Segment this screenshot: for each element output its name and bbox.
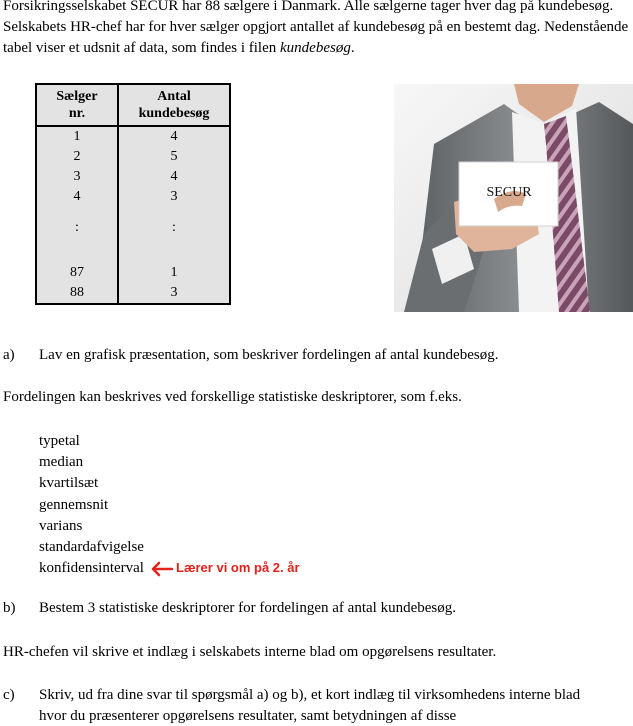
header-visits-line2: kundebesøg — [138, 106, 210, 121]
list-item: median — [39, 454, 84, 471]
table-row — [36, 215, 230, 241]
question-a-text: Lav en grafisk præsentation, som beskriver fordelingen af antal kundebesøg. — [39, 347, 499, 363]
table-row — [36, 187, 230, 207]
list-item: typetal — [39, 433, 80, 449]
header-seller — [36, 84, 118, 126]
intro-end: . — [350, 40, 355, 56]
table-gap-row — [36, 241, 230, 263]
cell-visits: 5 — [170, 149, 178, 164]
cell-visits: 1 — [170, 265, 178, 280]
table-row — [36, 126, 230, 147]
gap-cell — [118, 207, 230, 215]
descriptor-intro: Fordelingen kan beskrives ved forskellige statistiske deskriptorer, som f.eks. — [3, 389, 462, 405]
list-item: kvartilsæt — [39, 475, 99, 492]
question-c-line2: hvor du præsenterer opgørelsens resultater, samt betydningen af disse — [39, 708, 457, 724]
intro-text: Forsikringsselskabet SECUR har 88 sælgere i Danmark. Alle sælgerne tager hver dag på kundebesøg. Selskabets HR-chef har for hver sælger opgjort antallet af kundebesøg på en bestemt dag. Nedenstående tabel viser et udsnit af data, som findes i filen — [3, 0, 629, 56]
cell-seller: 3 — [36, 167, 118, 187]
cell-seller: : — [36, 215, 118, 241]
cell-visits: 3 — [170, 285, 178, 300]
list-item: gennemsnit — [39, 496, 109, 513]
question-b-text: Bestem 3 statistiske deskriptorer for fordelingen af antal kundebesøg. — [39, 600, 456, 616]
question-b-label: b) — [3, 600, 16, 616]
businessman-photo — [394, 84, 633, 312]
intro-paragraph — [3, 0, 629, 59]
arrow-left-icon — [150, 561, 174, 577]
cell-visits: : — [172, 220, 176, 235]
hr-text: HR-chefen vil skrive et indlæg i selskabets interne blad om opgørelsens resultater. — [3, 644, 497, 660]
question-a-label: a) — [3, 347, 15, 363]
cell-seller: 2 — [36, 147, 118, 167]
gap-cell — [36, 241, 118, 263]
card-text: SECUR — [486, 185, 532, 200]
cell-seller: 87 — [36, 263, 118, 283]
intro-filename: kundebesøg — [280, 40, 351, 56]
question-c-label: c) — [3, 687, 15, 703]
sales-data-table — [35, 83, 231, 305]
list-item: standardafvigelse — [39, 539, 144, 556]
header-visits — [118, 84, 230, 126]
list-item: varians — [39, 517, 83, 534]
annotation-text: Lærer vi om på 2. år — [176, 560, 300, 575]
table-row — [36, 263, 230, 283]
gap-cell — [36, 207, 118, 215]
table-row — [36, 147, 230, 167]
descriptor-list — [39, 431, 144, 579]
header-seller-line2: nr. — [68, 106, 86, 121]
cell-visits: 4 — [170, 169, 178, 184]
gap-cell — [118, 241, 230, 263]
cell-seller: 4 — [36, 187, 118, 207]
table-gap-row — [36, 207, 230, 215]
cell-seller: 88 — [36, 283, 118, 304]
list-item: konfidensinterval — [39, 560, 144, 577]
annotation — [150, 560, 300, 577]
cell-visits: 3 — [170, 189, 178, 204]
cell-seller: 1 — [36, 126, 118, 147]
question-c-line1: Skriv, ud fra dine svar til spørgsmål a) og b), et kort indlæg til virksomhedens interne blad — [39, 687, 581, 703]
header-visits-line1: Antal — [157, 89, 191, 104]
cell-visits: 4 — [170, 129, 178, 144]
table-header-row — [36, 84, 230, 126]
table-row — [36, 167, 230, 187]
table-row — [36, 283, 230, 304]
header-seller-line1: Sælger — [56, 89, 98, 104]
